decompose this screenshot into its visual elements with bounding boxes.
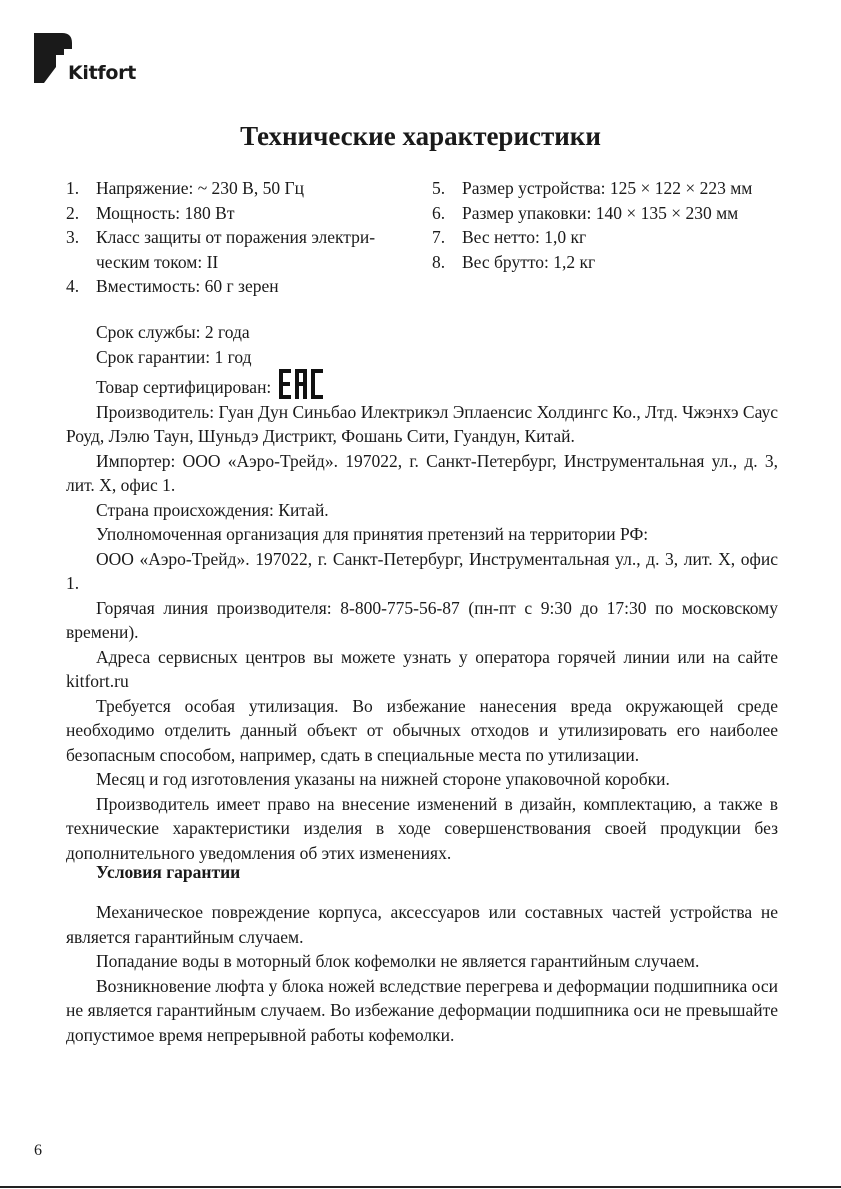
brand-name: Kitfort [68, 62, 136, 84]
warranty-condition: Механическое повреждение корпуса, аксессуаров или составных частей устройства не является гарантийным случаем. [66, 902, 778, 947]
spec-item: 6. Размер упаковки: 140 × 135 × 230 мм [432, 202, 739, 223]
importer: Импортер: ООО «Аэро-Трейд». 197022, г. Санкт-Петербург, Инструментальная ул., д. 3, лит. Х, офис 1. [66, 450, 778, 495]
service-life: Срок службы: 2 года [96, 322, 250, 342]
warranty-section [66, 900, 778, 1047]
page-number: 6 [34, 1142, 42, 1159]
specs-list-left [66, 176, 426, 299]
manufacturer: Производитель: Гуан Дун Синьбао Илектрикэл Эплаенсис Холдингс Ко., Лтд. Чжэнхэ Саус Роуд, Лэлю Таун, Шуньдэ Дистрикт, Фошань Сити, Гуандун, Китай. [66, 401, 778, 446]
info-section [66, 320, 778, 865]
authorized-organization: Уполномоченная организация для принятия претензий на территории РФ: [96, 524, 649, 544]
spec-item: 7. Вес нетто: 1,0 кг [432, 227, 587, 247]
brand-logo [34, 33, 144, 88]
eac-mark-icon [279, 369, 323, 399]
spec-item: 3. Класс защиты от поражения электри-ческим током: II [66, 227, 376, 272]
warranty-heading: Условия гарантии [96, 862, 241, 882]
disposal-note: Требуется особая утилизация. Во избежание нанесения вреда окружающей среде необходимо отделить данный объект от обычных отходов и утилизировать его наиболее безопасным способом, например, сдать в специальные места по утилизации. [66, 695, 778, 765]
authorized-organization-address: ООО «Аэро-Трейд». 197022, г. Санкт-Петербург, Инструментальная ул., д. 3, лит. Х, офис 1. [66, 548, 778, 593]
spec-item: 8. Вес брутто: 1,2 кг [432, 251, 596, 272]
certification-line: Товар сертифицирован: [66, 369, 778, 400]
spec-item: 5. Размер устройства: 125 × 122 × 223 мм [432, 178, 753, 198]
bottom-divider [0, 1186, 841, 1188]
page-title: Технические характеристики [240, 121, 601, 151]
specs-list-right [432, 176, 792, 274]
warranty-condition: Возникновение люфта у блока ножей вследствие перегрева и деформации подшипника оси не является гарантийным случаем. Во избежание деформации подшипника оси не превышайте допустимое время непрерывной работы кофемолки. [66, 975, 778, 1045]
kitfort-logo-icon [34, 33, 72, 83]
country-of-origin: Страна происхождения: Китай. [96, 499, 329, 520]
spec-item: 1. Напряжение: ~ 230 В, 50 Гц [66, 178, 304, 198]
warranty-condition: Попадание воды в моторный блок кофемолки не является гарантийным случаем. [96, 951, 700, 971]
spec-item: 2. Мощность: 180 Вт [66, 202, 235, 223]
hotline: Горячая линия производителя: 8-800-775-56-87 (пн-пт с 9:30 до 17:30 по московскому времени). [66, 597, 778, 642]
manufacture-date-note: Месяц и год изготовления указаны на нижней стороне упаковочной коробки. [96, 769, 670, 789]
changes-note: Производитель имеет право на внесение изменений в дизайн, комплектацию, а также в технические характеристики изделия в ходе совершенствования своей продукции без дополнительного уведомления об этих изменениях. [66, 793, 778, 863]
spec-item: 4. Вместимость: 60 г зерен [66, 276, 279, 296]
warranty-period: Срок гарантии: 1 год [96, 346, 252, 367]
service-centers: Адреса сервисных центров вы можете узнать у оператора горячей линии или на сайте kitfort.ru [66, 646, 778, 691]
